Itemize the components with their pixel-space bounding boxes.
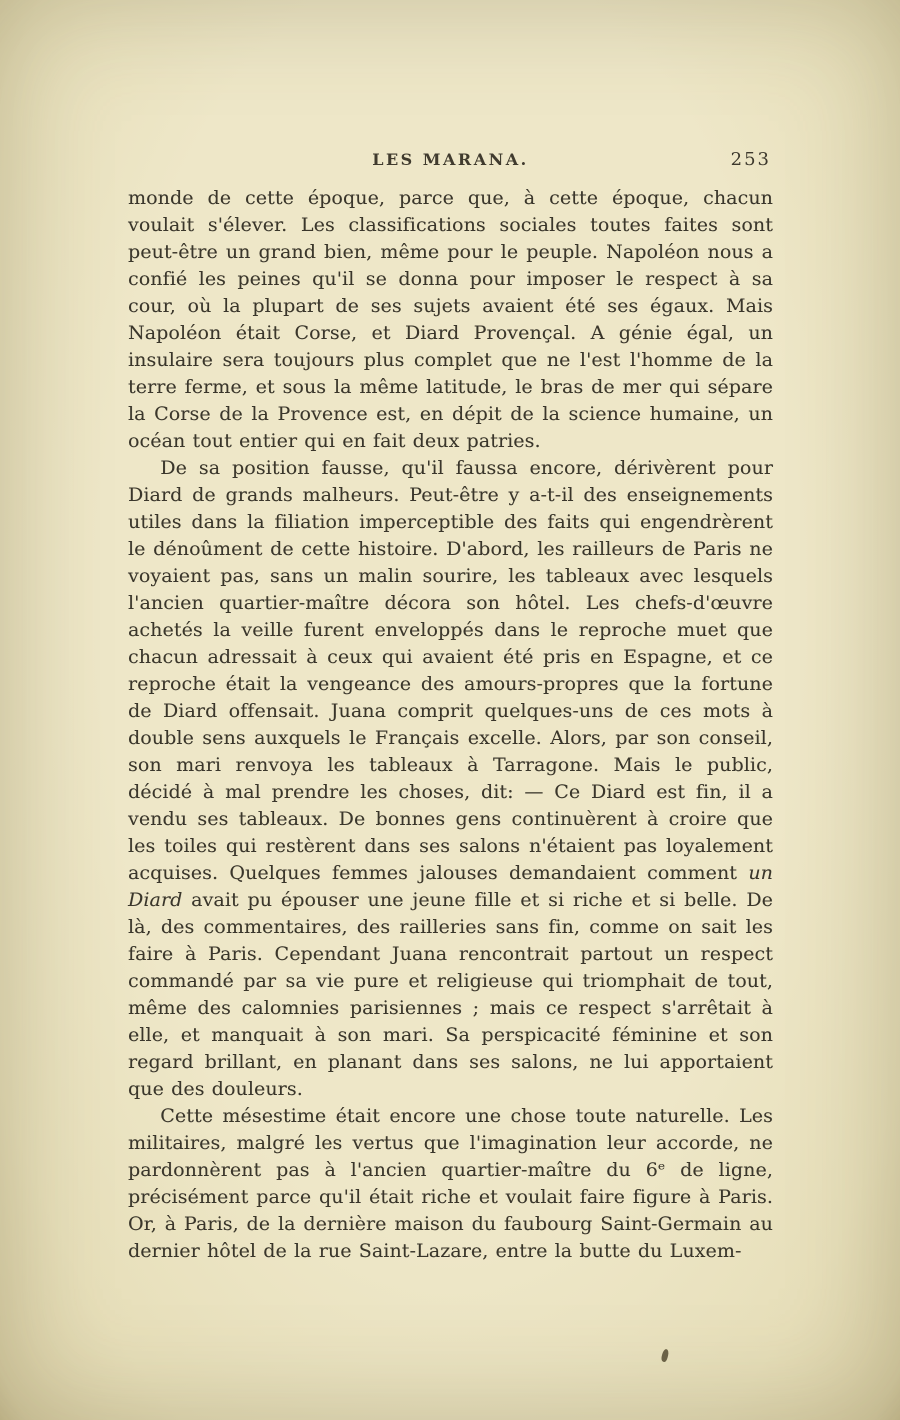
paragraph-1: monde de cette époque, parce que, à cette époque, chacun voulait s'élever. Les classifications sociales toutes faites sont peut-être un grand bien, même pour le peuple. Napoléon nous a confié les peines qu'il se donna pour imposer le respect à sa cour, où la plupart de ses sujets avaient été ses égaux. Mais Napoléon était Corse, et Diard Provençal. A génie égal, un insulaire sera toujours plus complet que ne l'est l'homme de la terre ferme, et sous la même latitude, le bras de mer qui sépare la Corse de la Provence est, en dépit de la science humaine, un océan tout entier qui en fait deux patries.: [128, 187, 773, 452]
ink-smudge-mark: [661, 1348, 670, 1362]
running-title: LES MARANA.: [372, 150, 529, 169]
text-block: [128, 185, 773, 1265]
paragraph-2-text: De sa position fausse, qu'il faussa encore, dérivèrent pour Diard de grands malheurs. Peut-être y a-t-il des enseignements utiles dans la filiation imperceptible des faits qui engendrèrent le dénoûment de cette histoire. D'abord, les railleurs de Paris ne voyaient pas, sans un malin sourire, les tableaux avec lesquels l'ancien quartier-maître décora son hôtel. Les chefs-d'œuvre achetés la veille furent enveloppés dans le reproche muet que chacun adressait à ceux qui avaient été pris en Espagne, et ce reproche était la vengeance des amours-propres que la fortune de Diard offensait. Juana comprit quelques-uns de ces mots à double sens auxquels le Français excelle. Alors, par son conseil, son mari renvoya les tableaux à Tarragone. Mais le public, décidé à mal prendre les choses, dit: — Ce Diard est fin, il a vendu ses tableaux. De bonnes gens continuèrent à croire que les toiles qui restèrent dans ses salons n'étaient pas loyalement acquises. Quelques femmes jalouses demandaient comment: [128, 457, 773, 884]
paragraph-2-italic-phrase: un Diard: [128, 862, 773, 911]
page-number: 253: [730, 149, 771, 170]
paragraph-2-text-continued: avait pu épouser une jeune fille et si riche et si belle. De là, des commentaires, des railleries sans fin, comme on sait les faire à Paris. Cependant Juana rencontrait partout un respect commandé par sa vie pure et religieuse qui triomphait de tout, même des calomnies parisiennes ; mais ce respect s'arrêtait à elle, et manquait à son mari. Sa perspicacité féminine et son regard brillant, en planant dans ses salons, ne lui apportaient que des douleurs.: [128, 889, 773, 1100]
paragraph-3: Cette mésestime était encore une chose toute naturelle. Les militaires, malgré les vertus que l'imagination leur accorde, ne pardonnèrent pas à l'ancien quartier-maître du 6ᵉ de ligne, précisément parce qu'il était riche et voulait faire figure à Paris. Or, à Paris, de la dernière maison du faubourg Saint-Germain au dernier hôtel de la rue Saint-Lazare, entre la butte du Luxem-: [128, 1105, 773, 1262]
page-header: [128, 150, 773, 176]
paragraph-2: [128, 455, 773, 1103]
